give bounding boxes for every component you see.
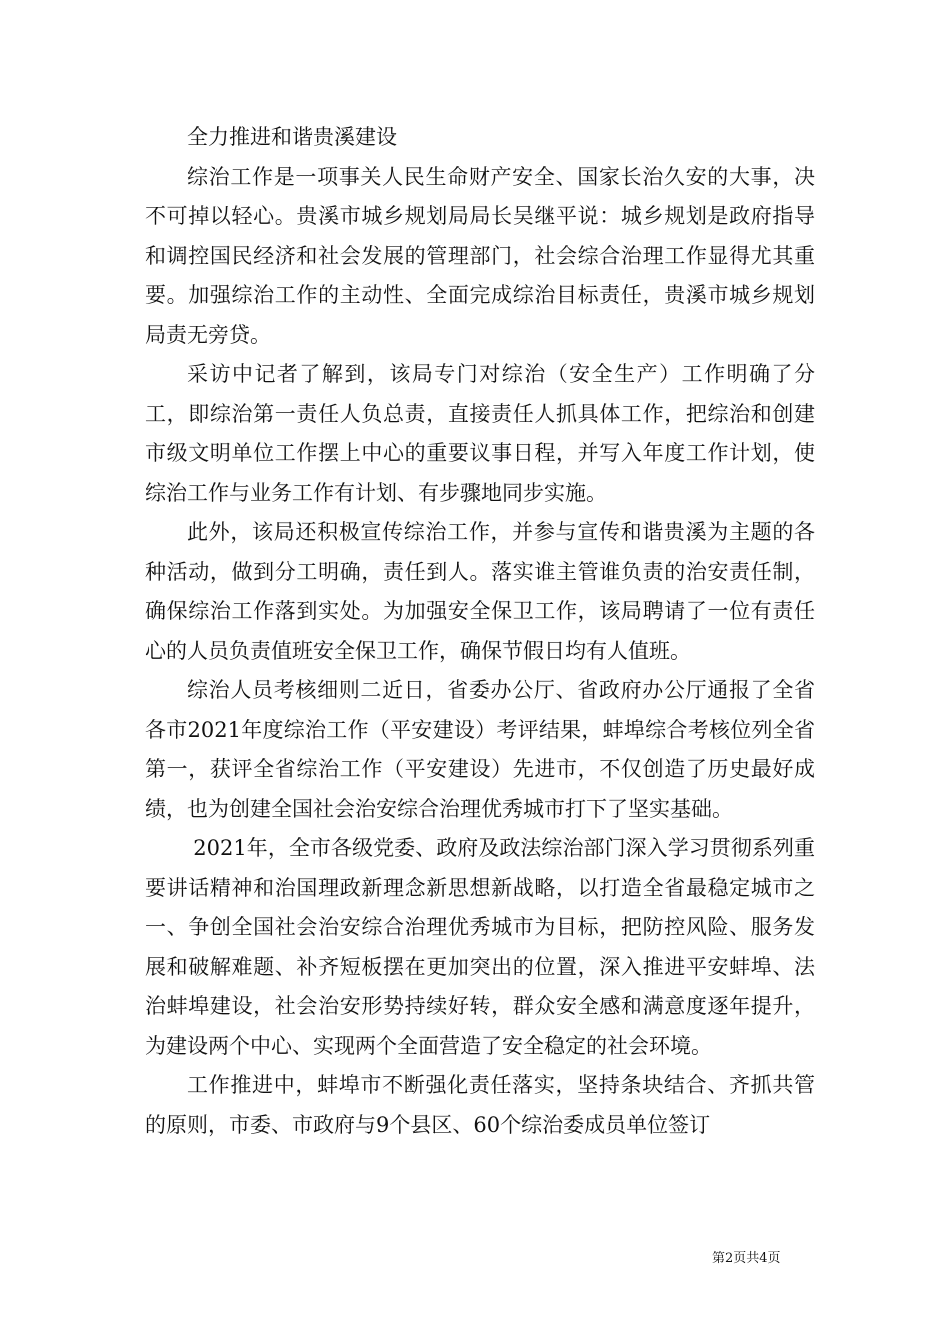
- paragraph-5: 2021年，全市各级党委、政府及政法综治部门深入学习贯彻系列重要讲话精神和治国理政新理念新思想新战略，以打造全省最稳定城市之一、争创全国社会治安综合治理优秀城市为目标，把防控风险、服务发展和破解难题、补齐短板摆在更加突出的位置，深入推进平安蚌埠、法治蚌埠建设，社会治安形势持续好转，群众安全感和满意度逐年提升，为建设两个中心、实现两个全面营造了安全稳定的社会环境。: [145, 836, 815, 1058]
- paragraph-6: 工作推进中，蚌埠市不断强化责任落实，坚持条块结合、齐抓共管的原则，市委、市政府与9个县区、60个综治委成员单位签订: [145, 1073, 815, 1137]
- paragraph-4: 综治人员考核细则二近日，省委办公厅、省政府办公厅通报了全省各市2021年度综治工作（平安建设）考评结果，蚌埠综合考核位列全省第一，获评全省综治工作（平安建设）先进市，不仅创造了历史最好成绩，也为创建全国社会治安综合治理优秀城市打下了坚实基础。: [145, 678, 815, 821]
- page-number: 第2页共4页: [712, 1251, 781, 1266]
- paragraph-1: 综治工作是一项事关人民生命财产安全、国家长治久安的大事，决不可掉以轻心。贵溪市城乡规划局局长吴继平说：城乡规划是政府指导和调控国民经济和社会发展的管理部门，社会综合治理工作显得尤其重要。加强综治工作的主动性、全面完成综治目标责任，贵溪市城乡规划局责无旁贷。: [145, 164, 815, 347]
- paragraph-2: 采访中记者了解到，该局专门对综治（安全生产）工作明确了分工，即综治第一责任人负总责，直接责任人抓具体工作，把综治和创建市级文明单位工作摆上中心的重要议事日程，并写入年度工作计划，使综治工作与业务工作有计划、有步骤地同步实施。: [145, 362, 815, 505]
- document-title: 全力推进和谐贵溪建设: [187, 125, 397, 149]
- paragraph-3: 此外，该局还积极宣传综治工作，并参与宣传和谐贵溪为主题的各种活动，做到分工明确，责任到人。落实谁主管谁负责的治安责任制，确保综治工作落到实处。为加强安全保卫工作，该局聘请了一位有责任心的人员负责值班安全保卫工作，确保节假日均有人值班。: [145, 520, 815, 663]
- document-body: [145, 118, 815, 1145]
